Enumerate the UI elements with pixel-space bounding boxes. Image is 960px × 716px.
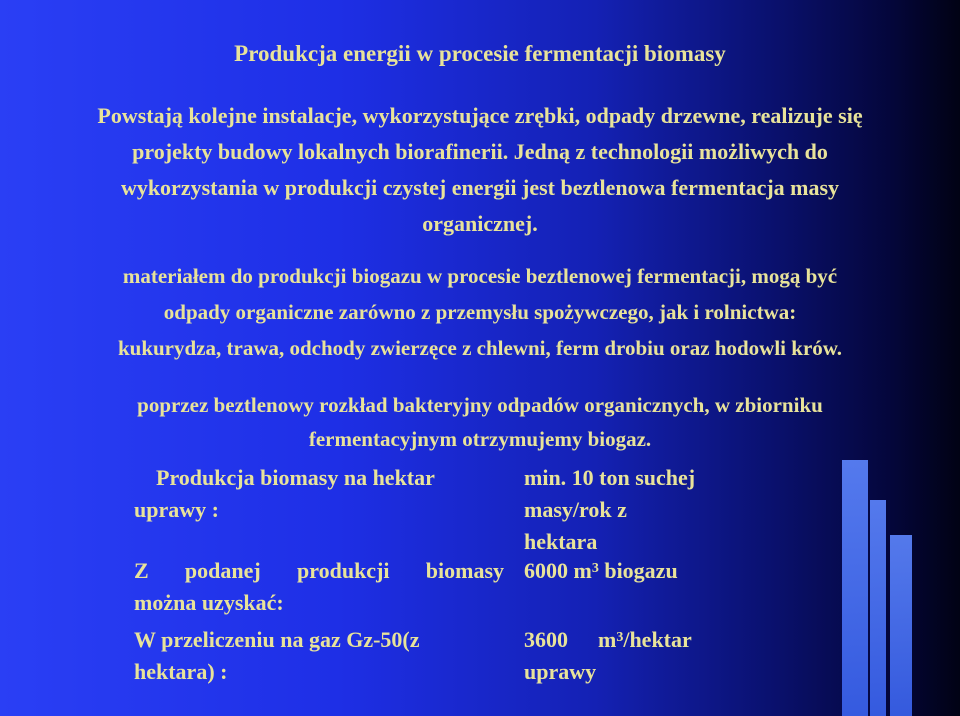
paragraph-materials-line: materiałem do produkcji biogazu w procesie beztlenowej fermentacji, mogą być	[122, 264, 838, 288]
paragraph-materials-line: odpady organiczne zarówno z przemysłu spożywczego, jak i rolnictwa:	[163, 300, 797, 324]
row2-value-line	[524, 555, 754, 587]
row3-value-unit: m	[598, 627, 617, 652]
row2-value-rest: biogazu	[598, 558, 678, 583]
row1-value	[524, 462, 754, 558]
row2-label-line2: można uzyskać:	[134, 590, 284, 615]
row3-label-line1: W przeliczeniu na gaz Gz-50(z	[134, 627, 420, 652]
slide-title: Produkcja energii w procesie fermentacji biomasy	[234, 41, 726, 66]
row3-value-number: 3600	[524, 627, 568, 652]
row2-label	[134, 555, 504, 619]
paragraph-process-line: fermentacyjnym otrzymujemy biogaz.	[308, 427, 652, 451]
decor-bar-1	[842, 460, 868, 716]
decor-bar-2	[870, 500, 886, 716]
paragraph-intro-line: projekty budowy lokalnych biorafinerii. Jedną z technologii możliwych do	[132, 139, 828, 164]
row1-label	[134, 462, 504, 526]
decor-bar-3	[890, 535, 912, 716]
paragraph-intro-line: wykorzystania w produkcji czystej energii jest beztlenowa fermentacja masy	[120, 175, 840, 200]
paragraph-materials	[0, 258, 960, 366]
row3-value-superscript: 3	[616, 630, 624, 645]
row1-label-line2: uprawy :	[134, 497, 219, 522]
row3-value-line1	[524, 624, 754, 656]
row2-value	[524, 555, 754, 587]
paragraph-process-line: poprzez beztlenowy rozkład bakteryjny odpadów organicznych, w zbiorniku	[137, 393, 823, 417]
paragraph-intro	[0, 98, 960, 242]
row3-value-line2: uprawy	[524, 659, 597, 684]
paragraph-materials-line: kukurydza, trawa, odchody zwierzęce z chlewni, ferm drobiu oraz hodowli krów.	[117, 336, 843, 360]
paragraph-intro-line: Powstają kolejne instalacje, wykorzystujące zrębki, odpady drzewne, realizuje się	[97, 103, 863, 128]
row1-value-line1: min. 10 ton suchej	[524, 465, 696, 490]
row3-value	[524, 624, 754, 688]
row2-label-line1: Z podanej produkcji biomasy	[134, 558, 504, 583]
row3-label-line2: hektara) :	[134, 659, 228, 684]
paragraph-process	[0, 388, 960, 456]
row1-label-line1: Produkcja biomasy na hektar	[156, 465, 435, 490]
paragraph-intro-line: organicznej.	[422, 211, 538, 236]
row1-value-line3: hektara	[524, 529, 598, 554]
row1-value-line2: masy/rok z	[524, 497, 627, 522]
row2-value-superscript: 3	[591, 561, 599, 576]
row2-value-number: 6000 m	[524, 558, 592, 583]
row3-label	[134, 624, 504, 688]
row3-value-rest: /hektar	[623, 627, 692, 652]
